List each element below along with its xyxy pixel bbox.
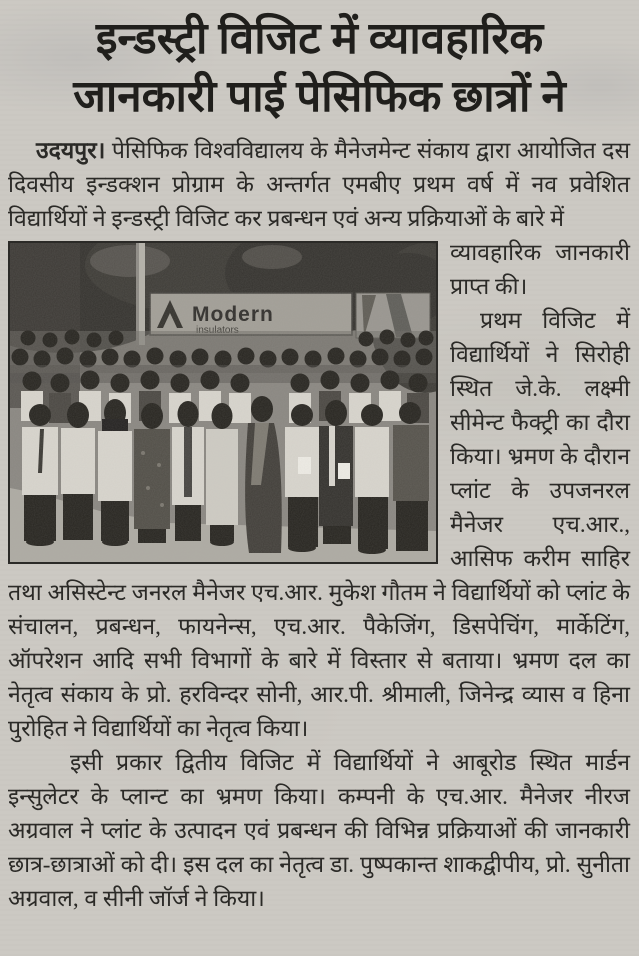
lead-paragraph-text: पेसिफिक विश्वविद्यालय के मैनेजमेन्ट संकाय द्वारा आयोजित दस दिवसीय इन्डक्शन प्रोग्राम के अन्तर्गत एमबीए प्रथम वर्ष में नव प्रवेशित विद्यार्थियों ने इन्डस्ट्री विजिट कर प्रबन्धन एवं अन्य प्रक्रियाओं के बारे में	[8, 138, 630, 231]
headline-line1: इन्डस्ट्री विजिट में व्यावहारिक	[95, 14, 544, 63]
group-photo-illustration	[10, 243, 436, 562]
headline-line2: जानकारी पाई पेसिफिक छात्रों ने	[73, 72, 566, 121]
article-body	[0, 128, 639, 916]
lead-paragraph	[8, 134, 630, 236]
dateline: उदयपुर।	[36, 138, 106, 163]
third-paragraph: इसी प्रकार द्वितीय विजिट में विद्यार्थियों ने आबूरोड स्थित मार्डन इन्सुलेटर के प्लान्ट का भ्रमण किया। कम्पनी के एच.आर. मैनेजर नीरज अग्रवाल ने प्लांट के उत्पादन एवं प्रबन्धन की विभिन्न प्रक्रियाओं की जानकारी छात्र-छात्राओं को दी। इस दल का नेतृत्व डा. पुष्पकान्त शाकद्वीपीय, प्रो. सुनीता अग्रवाल, व सीनी जॉर्ज ने किया।	[8, 750, 630, 911]
group-photo	[8, 241, 438, 564]
second-paragraph: प्रथम विजिट में विद्यार्थियों ने सिरोही स्थित जे.के. लक्ष्मी सीमेन्ट फैक्ट्री का दौरा किया। भ्रमण के दौरान प्लांट के उपजनरल मैनेजर एच.आर., आसिफ करीम साहिर तथा असिस्टेन्ट जनरल मैनेजर एच.आर. मुकेश गौतम ने विद्यार्थियों को प्लांट के संचालन, प्रबन्धन, फायनेन्स, एच.आर. पैकेजिंग, डिसपेचिंग, मार्केटिंग, ऑपरेशन आदि सभी विभागों के बारे में विस्तार से बताया। भ्रमण दल का नेतृत्व संकाय के प्रो. हरविन्दर सोनी, आर.पी. श्रीमाली, जिनेन्द्र व्यास व हिना पुरोहित ने विद्यार्थियों का नेतृत्व किया।	[8, 308, 630, 741]
photo-grain-overlay	[10, 243, 436, 562]
headline	[0, 0, 639, 128]
lead-paragraph-continuation: व्यावहारिक जानकारी प्राप्त की।	[450, 240, 630, 299]
